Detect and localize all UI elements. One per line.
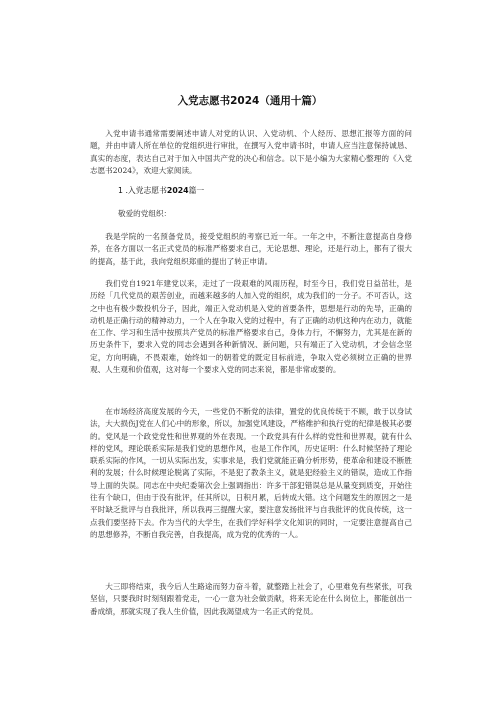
section-heading-suffix: 篇一 (188, 186, 205, 195)
body-paragraph-3: 在市场经济高度发展的今天，一些党仍不断党的法律，置党的优良传统于不顾，敢于以身试法，大大损伤J党在人们心中的形象，所以，加强党风建设，严格维护和执行党的纪律是极其必要的。党风是一个政党党性和世界观的外在表现。一个政党具有什么样的党性和世界观，就有什么样的党风，理论联系实际是我们党的思想作风，也是工作作风，历史证明：什么时候坚持了理论联系实际的作风，一切从实际出发，实事求是，我们党就能正确分析形势，使革命和建设不断胜利的发展；什么时候理论脱离了实际，不是犯了教条主义，就是犯经验主义的错误，造成工作指导上面的失误。同志在中央纪委第次会上强调指出：许多干部犯错误总是从量变到质变，开始往往有个缺口，但由于没有批评，任其所以，日积月累，后转成大错。这个问题发生的原因之一是平时缺乏批评与自我批评，所以我再三提醒大家，要注意发扬批评与自我批评的优良传统，这一点我们要坚持下去。作为当代的大学生，在我们学好科学文化知识的同时，一定要注意提高自己的思想修养，不断自我完善，自我提高，成为党的优秀的一人。 (90, 407, 412, 539)
intro-paragraph: 入党申请书通常需要阐述申请人对党的认识、入党动机、个人经历、思想汇报等方面的问题，并由申请人所在单位的党组织进行审批，在撰写入党申请书时，申请人应当注意保持诚恳、真实的态度，表达自己对于加入中国共产党的决心和信念。以下是小编为大家精心整理的《入党志愿书2024》，欢迎大家阅读。 (90, 129, 412, 175)
body-paragraph-2: 我们党自1921年建党以来，走过了一段艰难的风雨历程，时至今日，我们党日益茁壮，是历经「几代党员的艰苦创业，而越来越多的人加入党的组织，成为我们的一分子。不可否认，这之中也有极少数投机分子，因此，端正入党动机是入党的首要条件，思想是行动的先导，正确的动机是正确行动的精神动力，一个人在争取入党的过程中，有了正确的动机这种内在动力，就能在工作、学习和生活中按照共产党员的标准严格要求自己，身体力行，不懈努力，尤其是在新的历史条件下，要求入党的同志会遇到各种新情况、新问题，只有端正了入党动机，才会信念坚定，方向明确，不畏艰难，始终如一的朝着党的既定目标前进，争取入党必须树立正确的世界观、人生观和价值观，这对每一个要求入党的同志来说，都是非常或要的。 (90, 279, 412, 375)
body-paragraph-4: 大三即将结束，我今后人生路途而努力奋斗着，就整踏上社会了，心里难免有些紧张，可我坚信，只要我时时刻刻跟着党走，一心一意为社会做贡献，将来无论在什么岗位上，都能创出一番成绩，那就实现了我人生价值，因此我渴望成为一名正式的党员。 (90, 582, 412, 616)
body-paragraph-1: 我是学院的一名预备党员，接受党组织的考察已近一年。一年之中，不断注意提高自身修养，在各方面以一名正式党员的标准严格要求自己，无论思想、理论，还是行动上，都有了很大的提高，基于此，我向党组织郑重的提出了转正申请。 (90, 232, 412, 266)
section-heading-prefix: 1 .入党志愿书 (118, 186, 167, 195)
section-heading (118, 185, 204, 196)
section-heading-year: 2024 (166, 186, 189, 195)
document-title: 入党志愿书2024（通用十篇） (177, 95, 323, 107)
salutation: 敬爱的党组织： (118, 209, 172, 218)
